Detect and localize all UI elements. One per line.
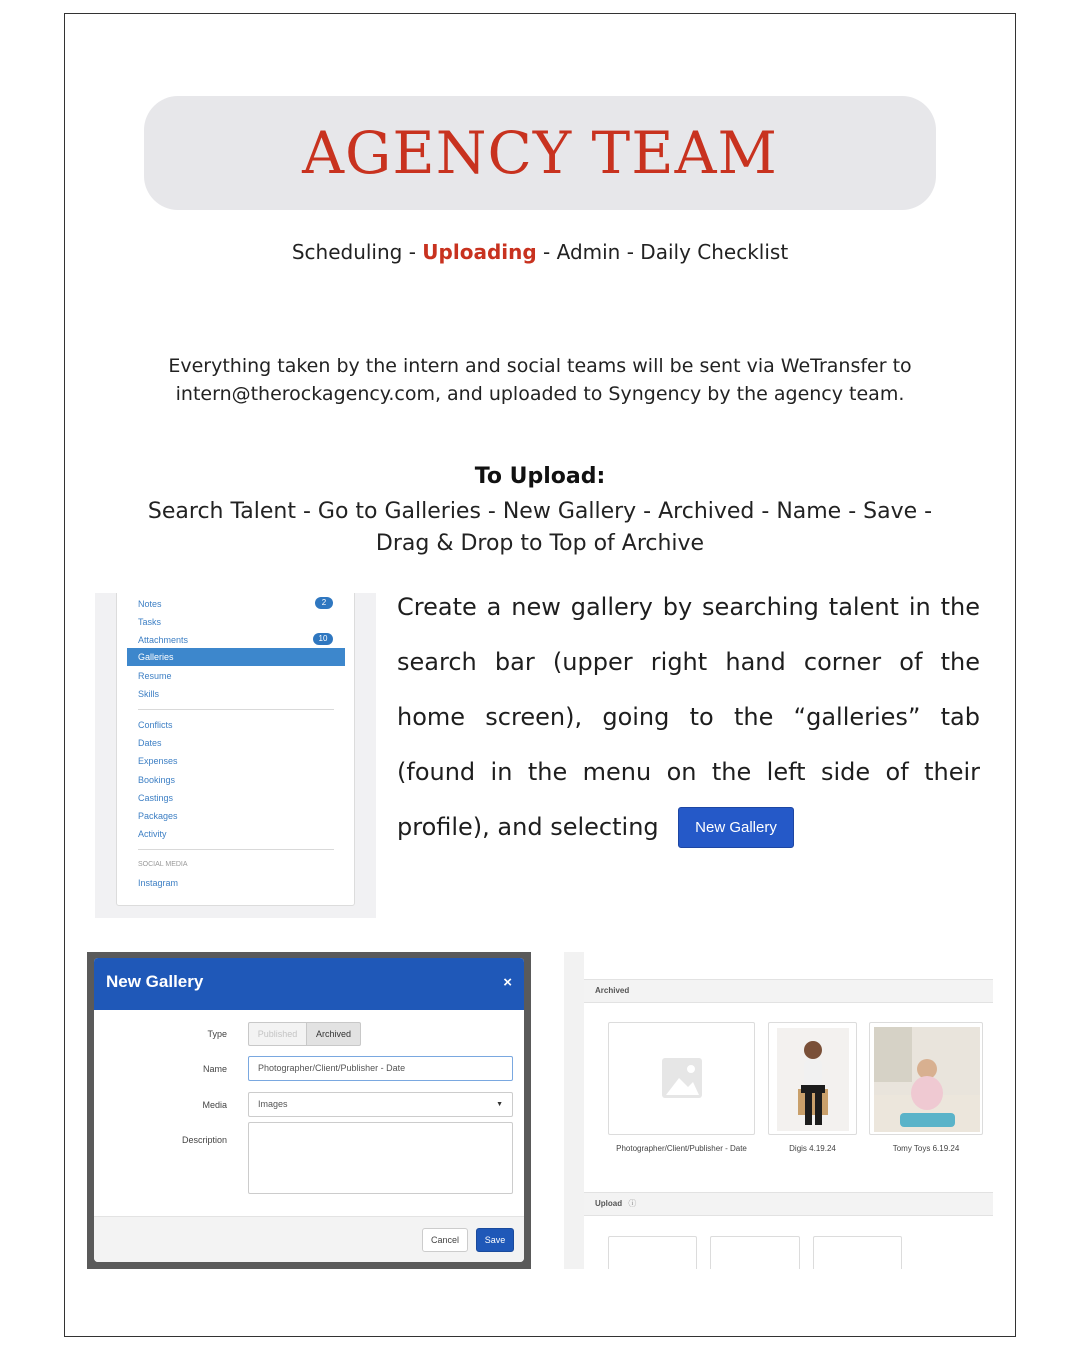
archive-screenshot (564, 952, 993, 1269)
close-icon[interactable]: × (503, 974, 512, 991)
archived-section-header (584, 979, 993, 1003)
gallery-caption: Photographer/Client/Publisher - Date (616, 1144, 747, 1153)
name-field-value: Photographer/Client/Publisher - Date (258, 1063, 406, 1073)
sidebar-screenshot (95, 593, 376, 918)
upload-steps-line: Drag & Drop to Top of Archive (375, 531, 705, 556)
nav-separator: - (536, 240, 557, 264)
sidebar-item-resume[interactable]: Resume (138, 671, 172, 681)
upload-steps-line: Search Talent - Go to Galleries - New Gallery - Archived - Name - Save - (147, 499, 933, 524)
name-label: Name (202, 1064, 227, 1074)
gallery-thumb-digis[interactable] (768, 1022, 857, 1135)
modal-header (94, 958, 524, 1010)
nav-item-admin[interactable]: Admin (556, 240, 621, 264)
new-gallery-button[interactable]: New Gallery (678, 807, 794, 848)
sidebar-item-castings[interactable]: Castings (138, 793, 174, 803)
sidebar-item-tasks[interactable]: Tasks (138, 617, 162, 627)
sidebar-item-conflicts[interactable]: Conflicts (138, 720, 173, 730)
sidebar-card (116, 593, 355, 906)
sidebar-item-instagram[interactable]: Instagram (138, 878, 179, 888)
gallery-thumb-tomy-toys[interactable] (869, 1022, 983, 1135)
upload-dropzone[interactable] (710, 1236, 800, 1269)
nav-item-scheduling[interactable]: Scheduling (291, 240, 403, 264)
modal-footer (94, 1216, 524, 1262)
type-option-archived[interactable]: Archived (306, 1022, 361, 1046)
sidebar-item-expenses[interactable]: Expenses (138, 756, 178, 766)
archived-label: Archived (595, 986, 630, 995)
sidebar-item-galleries[interactable]: Galleries (127, 648, 345, 666)
nav-item-uploading[interactable]: Uploading (422, 240, 537, 264)
cancel-button[interactable]: Cancel (422, 1228, 468, 1252)
sidebar-item-notes[interactable]: Notes (138, 599, 162, 609)
gallery-thumb-placeholder[interactable] (608, 1022, 755, 1135)
notes-badge: 2 (315, 597, 333, 609)
upload-steps (110, 496, 970, 560)
nav-separator: - (620, 240, 641, 264)
attachments-badge: 10 (313, 633, 333, 645)
upload-dropzone[interactable] (608, 1236, 697, 1269)
sidebar-item-attachments[interactable]: Attachments (138, 635, 189, 645)
sidebar-divider (138, 849, 334, 850)
gallery-caption: Digis 4.19.24 (789, 1144, 836, 1153)
info-icon[interactable]: ⓘ (628, 1199, 637, 1208)
sidebar-item-bookings[interactable]: Bookings (138, 775, 176, 785)
media-select-value: Images (258, 1099, 288, 1109)
nav-separator: - (402, 240, 423, 264)
intro-paragraph: Everything taken by the intern and social teams will be sent via WeTransfer to intern@therockagency.com, and uploaded to Syngency by the agency team. (168, 355, 912, 405)
sidebar-item-activity[interactable]: Activity (138, 829, 167, 839)
caret-down-icon: ▼ (496, 1101, 503, 1108)
sidebar-item-packages[interactable]: Packages (138, 811, 178, 821)
upload-section-header (584, 1192, 993, 1216)
new-gallery-modal-screenshot (87, 952, 531, 1269)
upload-heading: To Upload: (474, 464, 606, 489)
name-field[interactable] (248, 1056, 513, 1081)
new-gallery-modal (94, 958, 524, 1262)
gallery-caption: Tomy Toys 6.19.24 (892, 1144, 960, 1153)
section-nav (0, 240, 1080, 264)
upload-label: Upload (595, 1199, 623, 1208)
description-field[interactable] (248, 1122, 513, 1194)
nav-item-daily-checklist[interactable]: Daily Checklist (640, 240, 789, 264)
upload-dropzone[interactable] (813, 1236, 902, 1269)
archive-gutter (564, 952, 584, 1269)
media-label: Media (202, 1100, 227, 1110)
description-label: Description (181, 1135, 227, 1145)
sidebar-item-skills[interactable]: Skills (138, 689, 160, 699)
modal-title: New Gallery (106, 972, 204, 991)
type-label: Type (207, 1029, 227, 1039)
media-select[interactable] (248, 1092, 513, 1117)
toddler-photo-icon (769, 1023, 858, 1136)
baby-photo-icon (870, 1023, 984, 1136)
page-title: AGENCY TEAM (302, 119, 778, 187)
save-button[interactable]: Save (476, 1228, 514, 1252)
sidebar-item-dates[interactable]: Dates (138, 738, 162, 748)
social-media-caption: SOCIAL MEDIA (138, 861, 188, 868)
instructions-text: Create a new gallery by searching talent in the search bar (upper right hand corner of the home screen), going to the “galleries” tab (found in the menu on the left side of their profile), and selecting (397, 593, 980, 841)
type-option-published[interactable]: Published (248, 1022, 307, 1046)
title-banner (144, 96, 936, 210)
sidebar-divider (138, 709, 334, 710)
image-placeholder-icon (609, 1023, 756, 1136)
